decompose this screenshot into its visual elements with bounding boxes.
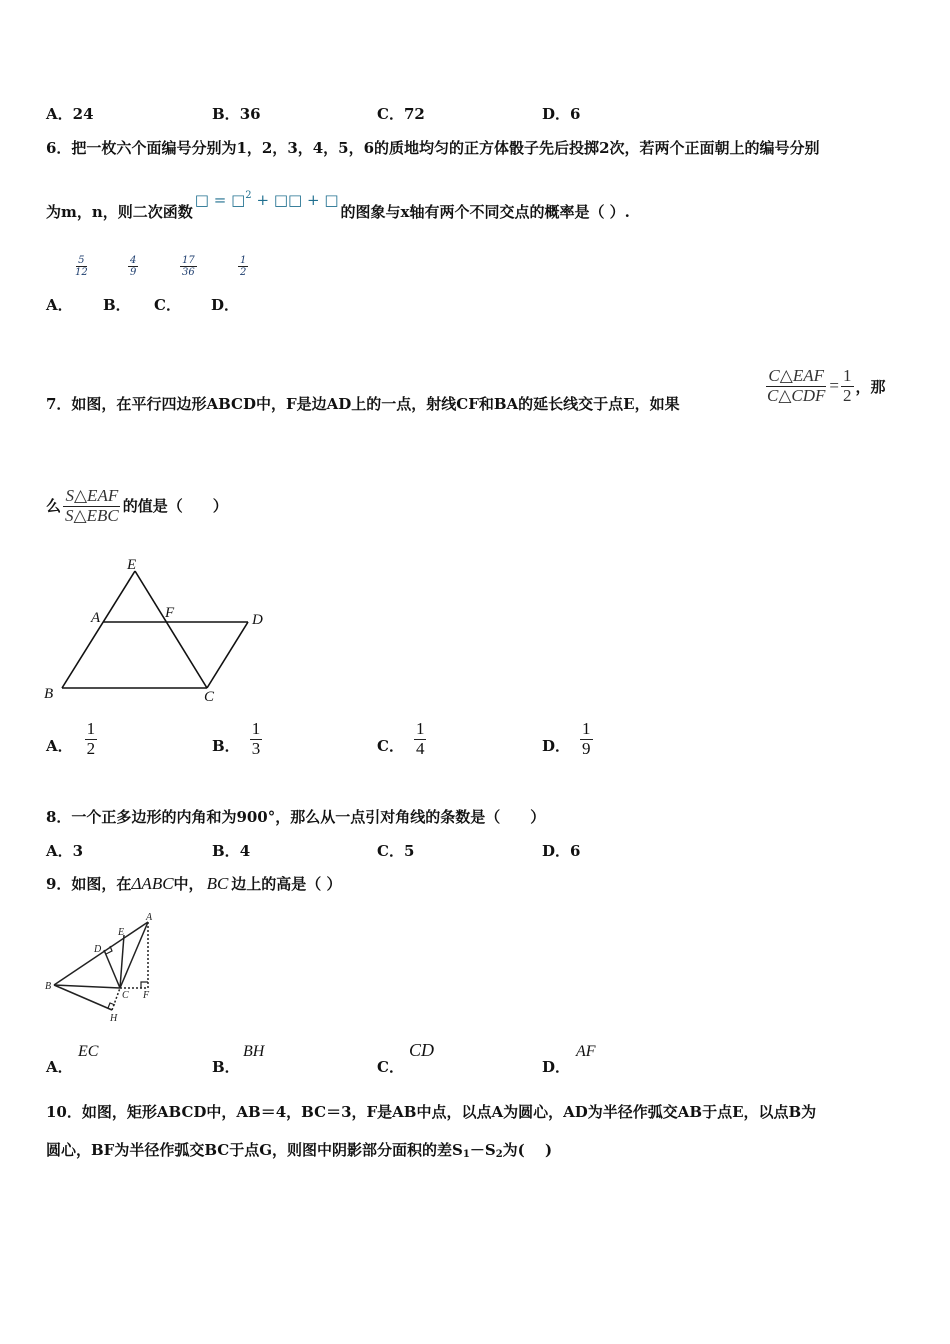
q8-stem: 8．一个正多边形的内角和为900°，那么从一点引对角线的条数是（ ） xyxy=(46,808,546,826)
q7-parallelogram-figure xyxy=(40,555,275,705)
q8-option-d: D．6 xyxy=(542,842,581,860)
label-d: D xyxy=(94,944,102,955)
label-a: A xyxy=(146,912,153,923)
label-c: C xyxy=(122,990,129,1001)
q9-value-d: AF xyxy=(576,1043,596,1060)
q9-stem: 9．如图，在ΔABC中， BC 边上的高是（ ） xyxy=(46,874,342,893)
q10-stem-line1: 10．如图，矩形ABCD中，AB＝4，BC＝3，F是AB中点，以点A为圆心，AD为半径作弧交AB于点E，以点B为 xyxy=(46,1103,817,1121)
q9-label-c: C． xyxy=(377,1058,404,1076)
q6-fraction-d: $\frac{1}{2}$ xyxy=(240,255,247,278)
q6-fraction-a: $\frac{5}{12}$ xyxy=(75,255,88,278)
line-bc xyxy=(54,985,120,988)
q9-label-a: A． xyxy=(46,1058,73,1076)
q6-label-a: A． xyxy=(46,296,73,314)
q6-fraction-b: $\frac{4}{9}$ xyxy=(130,255,137,278)
label-f: F xyxy=(143,990,150,1001)
q6-fraction-c: $\frac{17}{36}$ xyxy=(182,255,195,278)
line-bh xyxy=(54,985,112,1010)
q7-stem-line2: 么 $\frac{\text{S△EAF}}{\text{S△EBC}}$ 的值是（ ） xyxy=(46,486,228,525)
q10-stem-line2: 圆心，BF为半径作弧交BC于点G，则图中阴影部分面积的差$S_1-S_2$为( ) xyxy=(46,1141,553,1160)
q9-value-c: CD xyxy=(409,1040,435,1060)
q6-stem-line2: 为m，n，则二次函数□ = □$^2$ + □□ + □的图象与x轴有两个不同交点的概率是（ ）. xyxy=(46,190,630,221)
q7-option-a: A． $\frac{1}{2}$ xyxy=(46,719,96,758)
quadratic-function: □ = □$^2$ + □□ + □ xyxy=(194,190,339,209)
label-c: C xyxy=(204,689,215,705)
label-f: F xyxy=(165,605,175,621)
line-ch xyxy=(112,988,120,1010)
label-d: D xyxy=(252,612,263,628)
line-ec xyxy=(135,571,207,688)
q5-option-c: C．72 xyxy=(377,105,425,123)
label-h: H xyxy=(110,1013,118,1024)
q7-stem-line1: 7．如图，在平行四边形ABCD中，F是边AD上的一点，射线CF和BA的延长线交于点E，如果 xyxy=(46,395,680,413)
q5-option-a: A．24 xyxy=(46,105,94,123)
right-angle-f xyxy=(141,982,148,988)
q9-value-a: EC xyxy=(78,1043,99,1060)
q6-stem-line1: 6．把一枚六个面编号分别为1，2，3，4，5，6的质地均匀的正方体骰子先后投掷2次，若两个正面朝上的编号分别 xyxy=(46,139,820,157)
q6-label-b: B． xyxy=(103,296,131,314)
label-b: B xyxy=(44,686,54,702)
label-a: A xyxy=(91,610,101,626)
q8-option-b: B．4 xyxy=(212,842,251,860)
q7-option-d: D． $\frac{1}{9}$ xyxy=(542,719,591,758)
line-be xyxy=(62,571,135,688)
q9-triangle-figure xyxy=(40,910,165,1025)
q9-label-b: B． xyxy=(212,1058,240,1076)
label-e: E xyxy=(118,927,125,938)
q8-option-c: C．5 xyxy=(377,842,415,860)
line-cd xyxy=(104,950,120,988)
q6-label-c: C． xyxy=(154,296,181,314)
q9-label-d: D． xyxy=(542,1058,571,1076)
line-dc xyxy=(207,622,248,688)
q5-option-b: B．36 xyxy=(212,105,261,123)
q6-label-d: D． xyxy=(211,296,240,314)
label-b: B xyxy=(45,981,52,992)
label-e: E xyxy=(127,557,137,573)
q5-option-d: D．6 xyxy=(542,105,581,123)
q7-condition-ratio: $\frac{\text{C△EAF}}{\text{C△CDF}}$ = $\frac{1}{2}$ ，那 xyxy=(767,366,886,405)
q7-option-c: C． $\frac{1}{4}$ xyxy=(377,719,425,758)
q8-option-a: A．3 xyxy=(46,842,84,860)
q9-value-b: BH xyxy=(243,1043,265,1060)
q7-option-b: B． $\frac{1}{3}$ xyxy=(212,719,261,758)
